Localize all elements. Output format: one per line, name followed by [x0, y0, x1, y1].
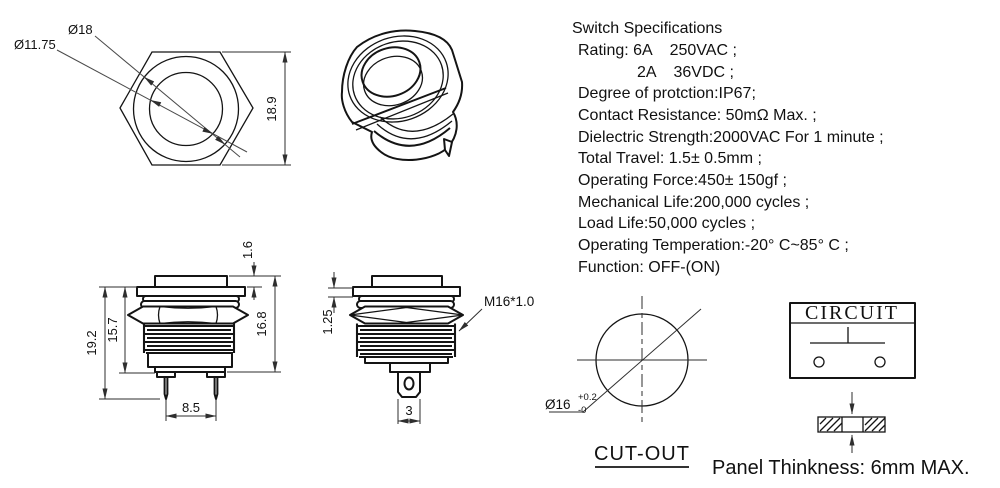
svb-terminal	[398, 372, 420, 397]
cutout-view	[545, 296, 707, 467]
iso-pin	[444, 139, 452, 156]
panel-thickness-note: Panel Thinkness: 6mm MAX.	[712, 457, 970, 479]
sva-total-height-label: 19.2	[84, 330, 99, 356]
sva-body	[148, 353, 232, 367]
svb-thread-spec-label: M16*1.0	[484, 294, 535, 309]
panel-hatching	[820, 418, 885, 431]
cutout-tol-upper: +0.2	[578, 392, 597, 403]
sva-pin-right	[215, 377, 218, 399]
svb-threads	[357, 324, 455, 358]
svb-terminal-width-label: 3	[405, 403, 413, 418]
sva-pin-spacing-label: 8.5	[181, 400, 201, 415]
circuit-view	[712, 302, 970, 479]
inner-diameter-label: Ø11.75	[14, 37, 56, 52]
outer-dia-arrow-1	[144, 77, 152, 83]
spec-line-load-life: Load Life:50,000 cycles ;	[578, 215, 756, 232]
sva-cap-height-label: 1.6	[240, 240, 255, 260]
cutout-caption: CUT-OUT	[594, 443, 690, 465]
button-circle	[150, 73, 223, 146]
spec-line-travel: Total Travel: 1.5± 0.5mm ;	[578, 150, 762, 167]
sva-body-height-label: 15.7	[105, 317, 120, 343]
spec-line-temperature: Operating Temperation:-20° C~85° C ;	[578, 237, 849, 254]
hex-nut-outline	[120, 52, 253, 165]
switch-terminal-left	[814, 357, 824, 367]
switch-terminal-right	[875, 357, 885, 367]
circuit-title: CIRCUIT	[805, 302, 899, 324]
cutout-diameter-label: Ø16	[545, 397, 571, 412]
isometric-view	[336, 23, 462, 160]
svb-hex-nut	[350, 307, 463, 324]
front-view	[14, 22, 291, 165]
svb-flange-step-label: 1.25	[320, 309, 335, 335]
sva-flange	[137, 287, 245, 296]
spec-list	[572, 20, 884, 276]
spec-line-contact-resistance: Contact Resistance: 50mΩ Max. ;	[578, 107, 817, 124]
sva-threads	[144, 324, 234, 354]
spec-line-function: Function: OFF-(ON)	[578, 259, 721, 276]
sva-hex-nut	[128, 307, 248, 324]
svb-flange	[353, 287, 460, 296]
spec-line-dielectric: Dielectric Strength:2000VAC For 1 minute ;	[578, 129, 884, 146]
spec-title: Switch Specifications	[572, 20, 723, 37]
spec-line-rating-2: 2A 36VDC ;	[637, 64, 734, 81]
height-dim-label: 18.9	[264, 96, 279, 122]
outer-diameter-label: Ø18	[68, 22, 93, 37]
spec-line-mech-life: Mechanical Life:200,000 cycles ;	[578, 194, 810, 211]
spec-line-force: Operating Force:450± 150gf ;	[578, 172, 787, 189]
side-view-front	[84, 241, 281, 421]
spec-line-rating: Rating: 6A 250VAC ;	[578, 42, 737, 59]
side-view-rotated	[320, 272, 534, 424]
inner-dia-arrow-1	[151, 100, 159, 104]
sva-cap	[155, 276, 227, 287]
svb-thread-leader	[459, 309, 482, 331]
cutout-tol-lower: -0	[578, 405, 587, 416]
svb-cap	[372, 276, 442, 287]
spec-line-protection: Degree of protction:IP67;	[578, 85, 756, 102]
sva-overall-height-label: 16.8	[254, 311, 269, 337]
sva-pin-left	[165, 377, 168, 399]
svb-base-step	[390, 363, 430, 372]
